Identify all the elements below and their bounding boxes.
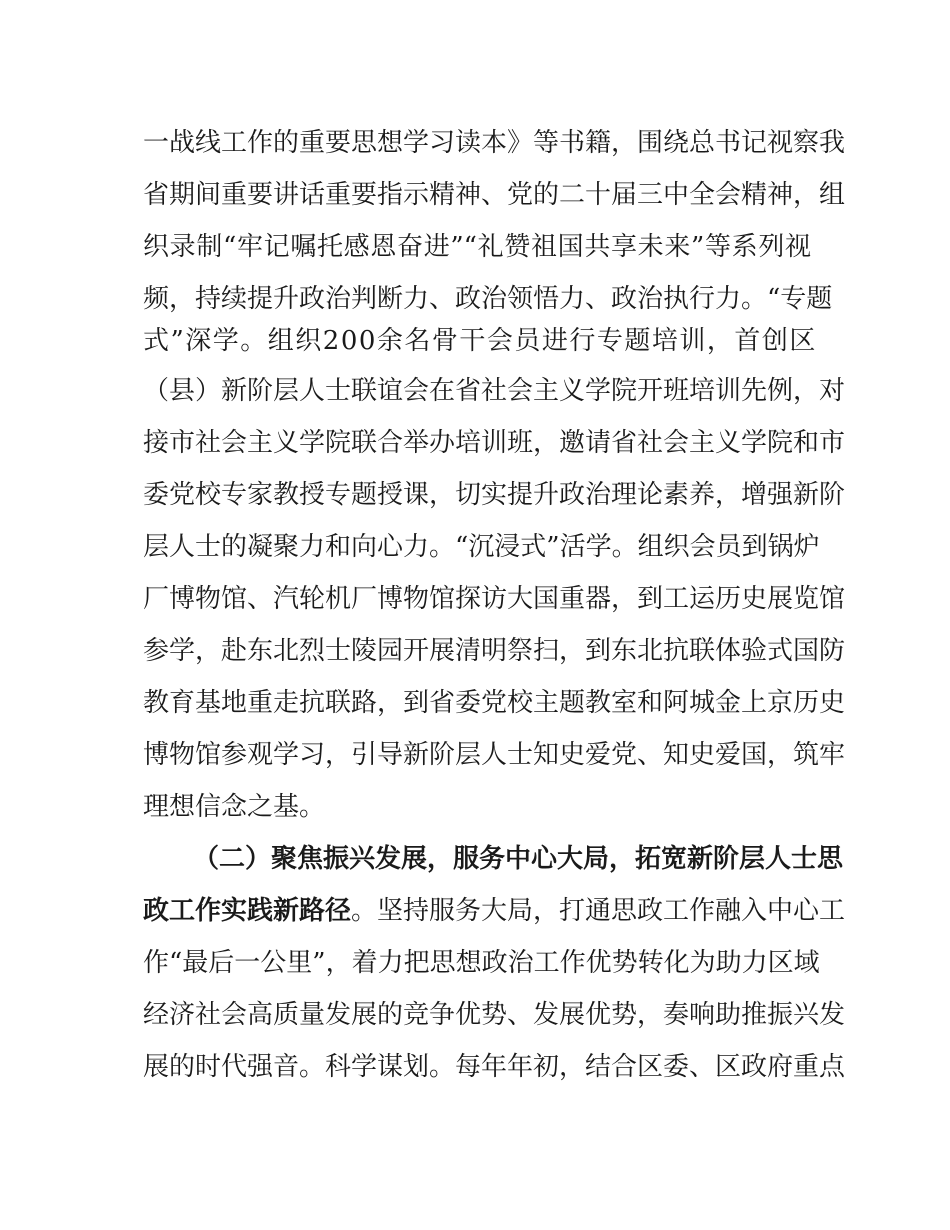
paragraph-line: 参学，赴东北烈士陵园开展清明祭扫，到东北抗联体验式国防 xyxy=(143,636,846,666)
paragraph-line: 式”深学。组织200余名骨干会员进行专题培训，首创区 xyxy=(143,326,817,356)
paragraph-line: 博物馆参观学习，引导新阶层人士知史爱党、知史爱国，筑牢 xyxy=(143,740,846,770)
paragraph-line: 接市社会主义学院联合举办培训班，邀请省社会主义学院和市 xyxy=(143,428,846,458)
paragraph-line: 委党校专家教授专题授课，切实提升政治理论素养，增强新阶 xyxy=(143,480,846,510)
paragraph-line: （县）新阶层人士联谊会在省社会主义学院开班培训先例，对 xyxy=(143,376,846,406)
paragraph-line: 省期间重要讲话重要指示精神、党的二十届三中全会精神，组 xyxy=(143,180,846,210)
paragraph-text: 。坚持服务大局，打通思政工作融入中心工 xyxy=(351,896,846,926)
paragraph-line: 厂博物馆、汽轮机厂博物馆探访大国重器，到工运历史展览馆 xyxy=(143,584,846,614)
paragraph-line: 教育基地重走抗联路，到省委党校主题教室和阿城金上京历史 xyxy=(143,688,846,718)
section-heading-end: 政工作实践新路径 xyxy=(143,896,352,926)
paragraph-line: 一战线工作的重要思想学习读本》等书籍，围绕总书记视察我 xyxy=(143,128,846,158)
paragraph-line: 展的时代强音。科学谋划。每年年初，结合区委、区政府重点 xyxy=(143,1052,846,1082)
paragraph-line: 织录制“牢记嘱托感恩奋进”“礼赞祖国共享未来”等系列视 xyxy=(143,232,811,262)
section-heading-continued xyxy=(143,891,846,931)
paragraph-line: 层人士的凝聚力和向心力。“沉浸式”活学。组织会员到锅炉 xyxy=(143,532,820,562)
section-heading: （二）聚焦振兴发展，服务中心大局，拓宽新阶层人士思 xyxy=(193,844,844,874)
paragraph-line: 理想信念之基。 xyxy=(143,792,326,822)
paragraph-line: 作“最后一公里”，着力把思想政治工作优势转化为助力区域 xyxy=(143,948,820,978)
paragraph-line: 经济社会高质量发展的竞争优势、发展优势，奏响助推振兴发 xyxy=(143,1000,846,1030)
paragraph-line: 频，持续提升政治判断力、政治领悟力、政治执行力。“专题 xyxy=(143,284,833,314)
